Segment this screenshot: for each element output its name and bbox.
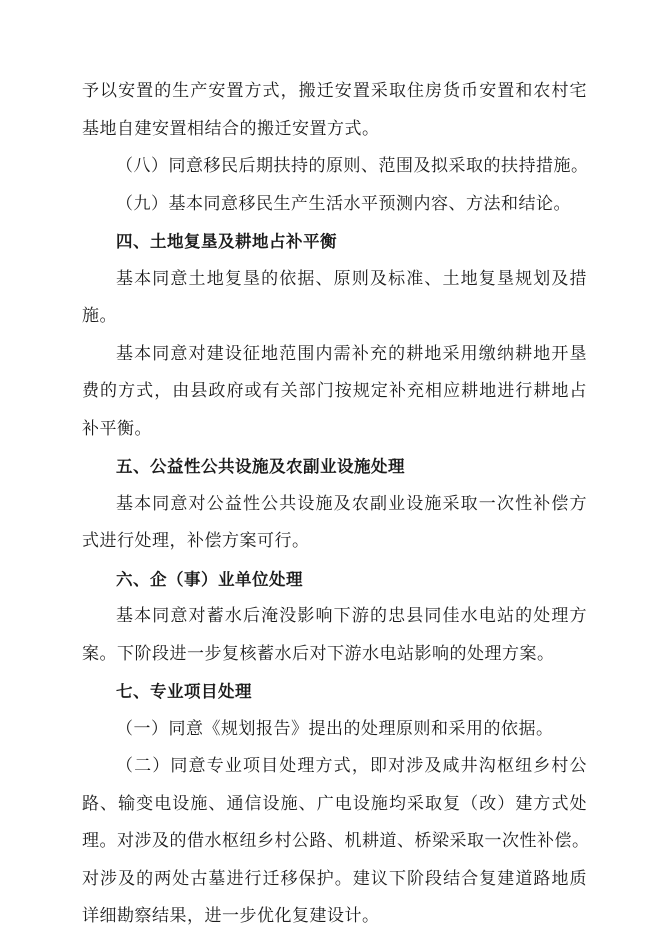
text-line: 予以安置的生产安置方式，搬迁安置采取住房货币安置和农村宅 bbox=[82, 81, 587, 101]
text-line: 案。下阶段进一步复核蓄水后对下游水电站影响的处理方案。 bbox=[82, 643, 555, 664]
text-line: 补平衡。 bbox=[82, 418, 152, 439]
text-line: 理。对涉及的借水枢纽乡村公路、机耕道、桥梁采取一次性补偿。 bbox=[82, 831, 590, 851]
section-heading: 四、土地复垦及耕地占补平衡 bbox=[116, 232, 337, 251]
text-line: 基本同意土地复垦的依据、原则及标准、土地复垦规划及措 bbox=[116, 268, 587, 289]
text-line: 基本同意对公益性公共设施及农副业设施采取一次性补偿方 bbox=[116, 493, 587, 514]
document-page bbox=[82, 73, 590, 936]
text-line: （一）同意《规划报告》提出的处理原则和采用的依据。 bbox=[116, 718, 554, 739]
text-line: 式进行处理，补偿方案可行。 bbox=[82, 531, 310, 551]
text-line: 基本同意对建设征地范围内需补充的耕地采用缴纳耕地开垦 bbox=[116, 343, 587, 364]
text-line: 费的方式，由县政府或有关部门按规定补充相应耕地进行耕地占 bbox=[82, 381, 587, 401]
text-line: 基地自建安置相结合的搬迁安置方式。 bbox=[82, 118, 380, 139]
text-line: （九）基本同意移民生产生活水平预测内容、方法和结论。 bbox=[116, 193, 571, 214]
section-heading: 五、公益性公共设施及农副业设施处理 bbox=[116, 457, 405, 476]
text-line: 施。 bbox=[82, 306, 117, 326]
text-line: 路、输变电设施、通信设施、广电设施均采取复（改）建方式处 bbox=[82, 793, 587, 814]
section-heading: 六、企（事）业单位处理 bbox=[116, 569, 303, 589]
text-line: 对涉及的两处古墓进行迁移保护。建议下阶段结合复建道路地质 bbox=[82, 868, 587, 889]
text-line: 详细勘察结果，进一步优化复建设计。 bbox=[82, 906, 380, 926]
section-heading: 七、专业项目处理 bbox=[116, 682, 252, 701]
text-line: （八）同意移民后期扶持的原则、范围及拟采取的扶持措施。 bbox=[116, 156, 589, 176]
text-line: 基本同意对蓄水后淹没影响下游的忠县同佳水电站的处理方 bbox=[116, 606, 587, 626]
text-line: （二）同意专业项目处理方式，即对涉及咸井沟枢纽乡村公 bbox=[116, 756, 587, 776]
